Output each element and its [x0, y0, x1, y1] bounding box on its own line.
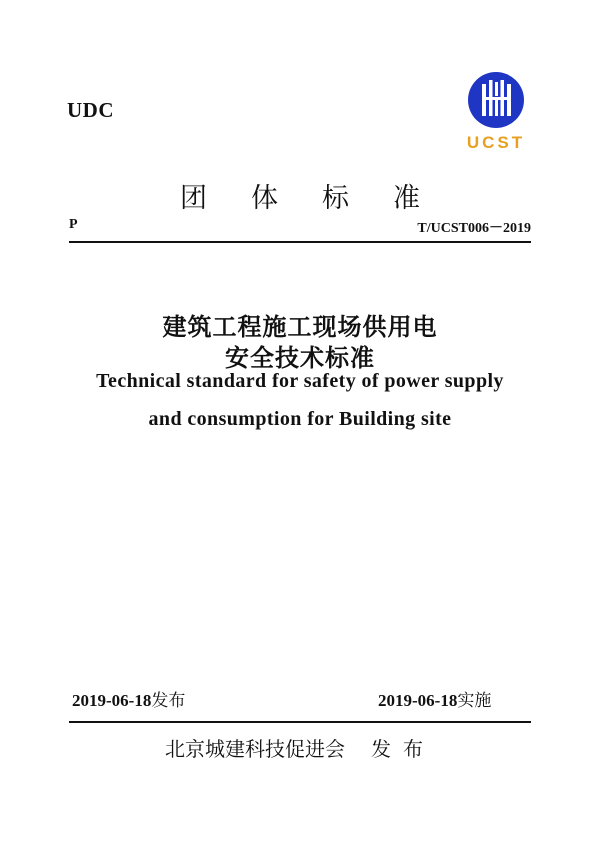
- ucst-logo-icon: [451, 70, 541, 152]
- title-cn-line1: 建筑工程施工现场供用电: [162, 313, 438, 341]
- logo-text: UCST: [466, 133, 526, 152]
- title-cn-line2: 安全技术标准: [225, 344, 375, 372]
- implement-label: 实施: [457, 691, 492, 711]
- publish-action: 发布: [371, 737, 435, 761]
- udc-label: UDC: [67, 98, 114, 122]
- implement-date-value: 2019-06-18: [378, 691, 458, 710]
- release-label: 发布: [151, 691, 186, 711]
- release-date-value: 2019-06-18: [72, 691, 152, 710]
- title-en-line2: and consumption for Building site: [148, 408, 452, 430]
- ucst-logo: [451, 70, 541, 152]
- header-divider: [69, 241, 531, 243]
- implement-date: [378, 686, 491, 711]
- title-en-line1: Technical standard for safety of power supply: [96, 370, 504, 392]
- standard-type: 团体标准: [180, 183, 464, 214]
- publisher: [0, 733, 600, 762]
- category-code: P: [69, 217, 78, 232]
- footer-divider: [69, 721, 531, 723]
- standard-number: T/UCST006－2019: [417, 221, 531, 236]
- publisher-name: 北京城建科技促进会: [165, 737, 345, 761]
- release-date: [72, 686, 185, 711]
